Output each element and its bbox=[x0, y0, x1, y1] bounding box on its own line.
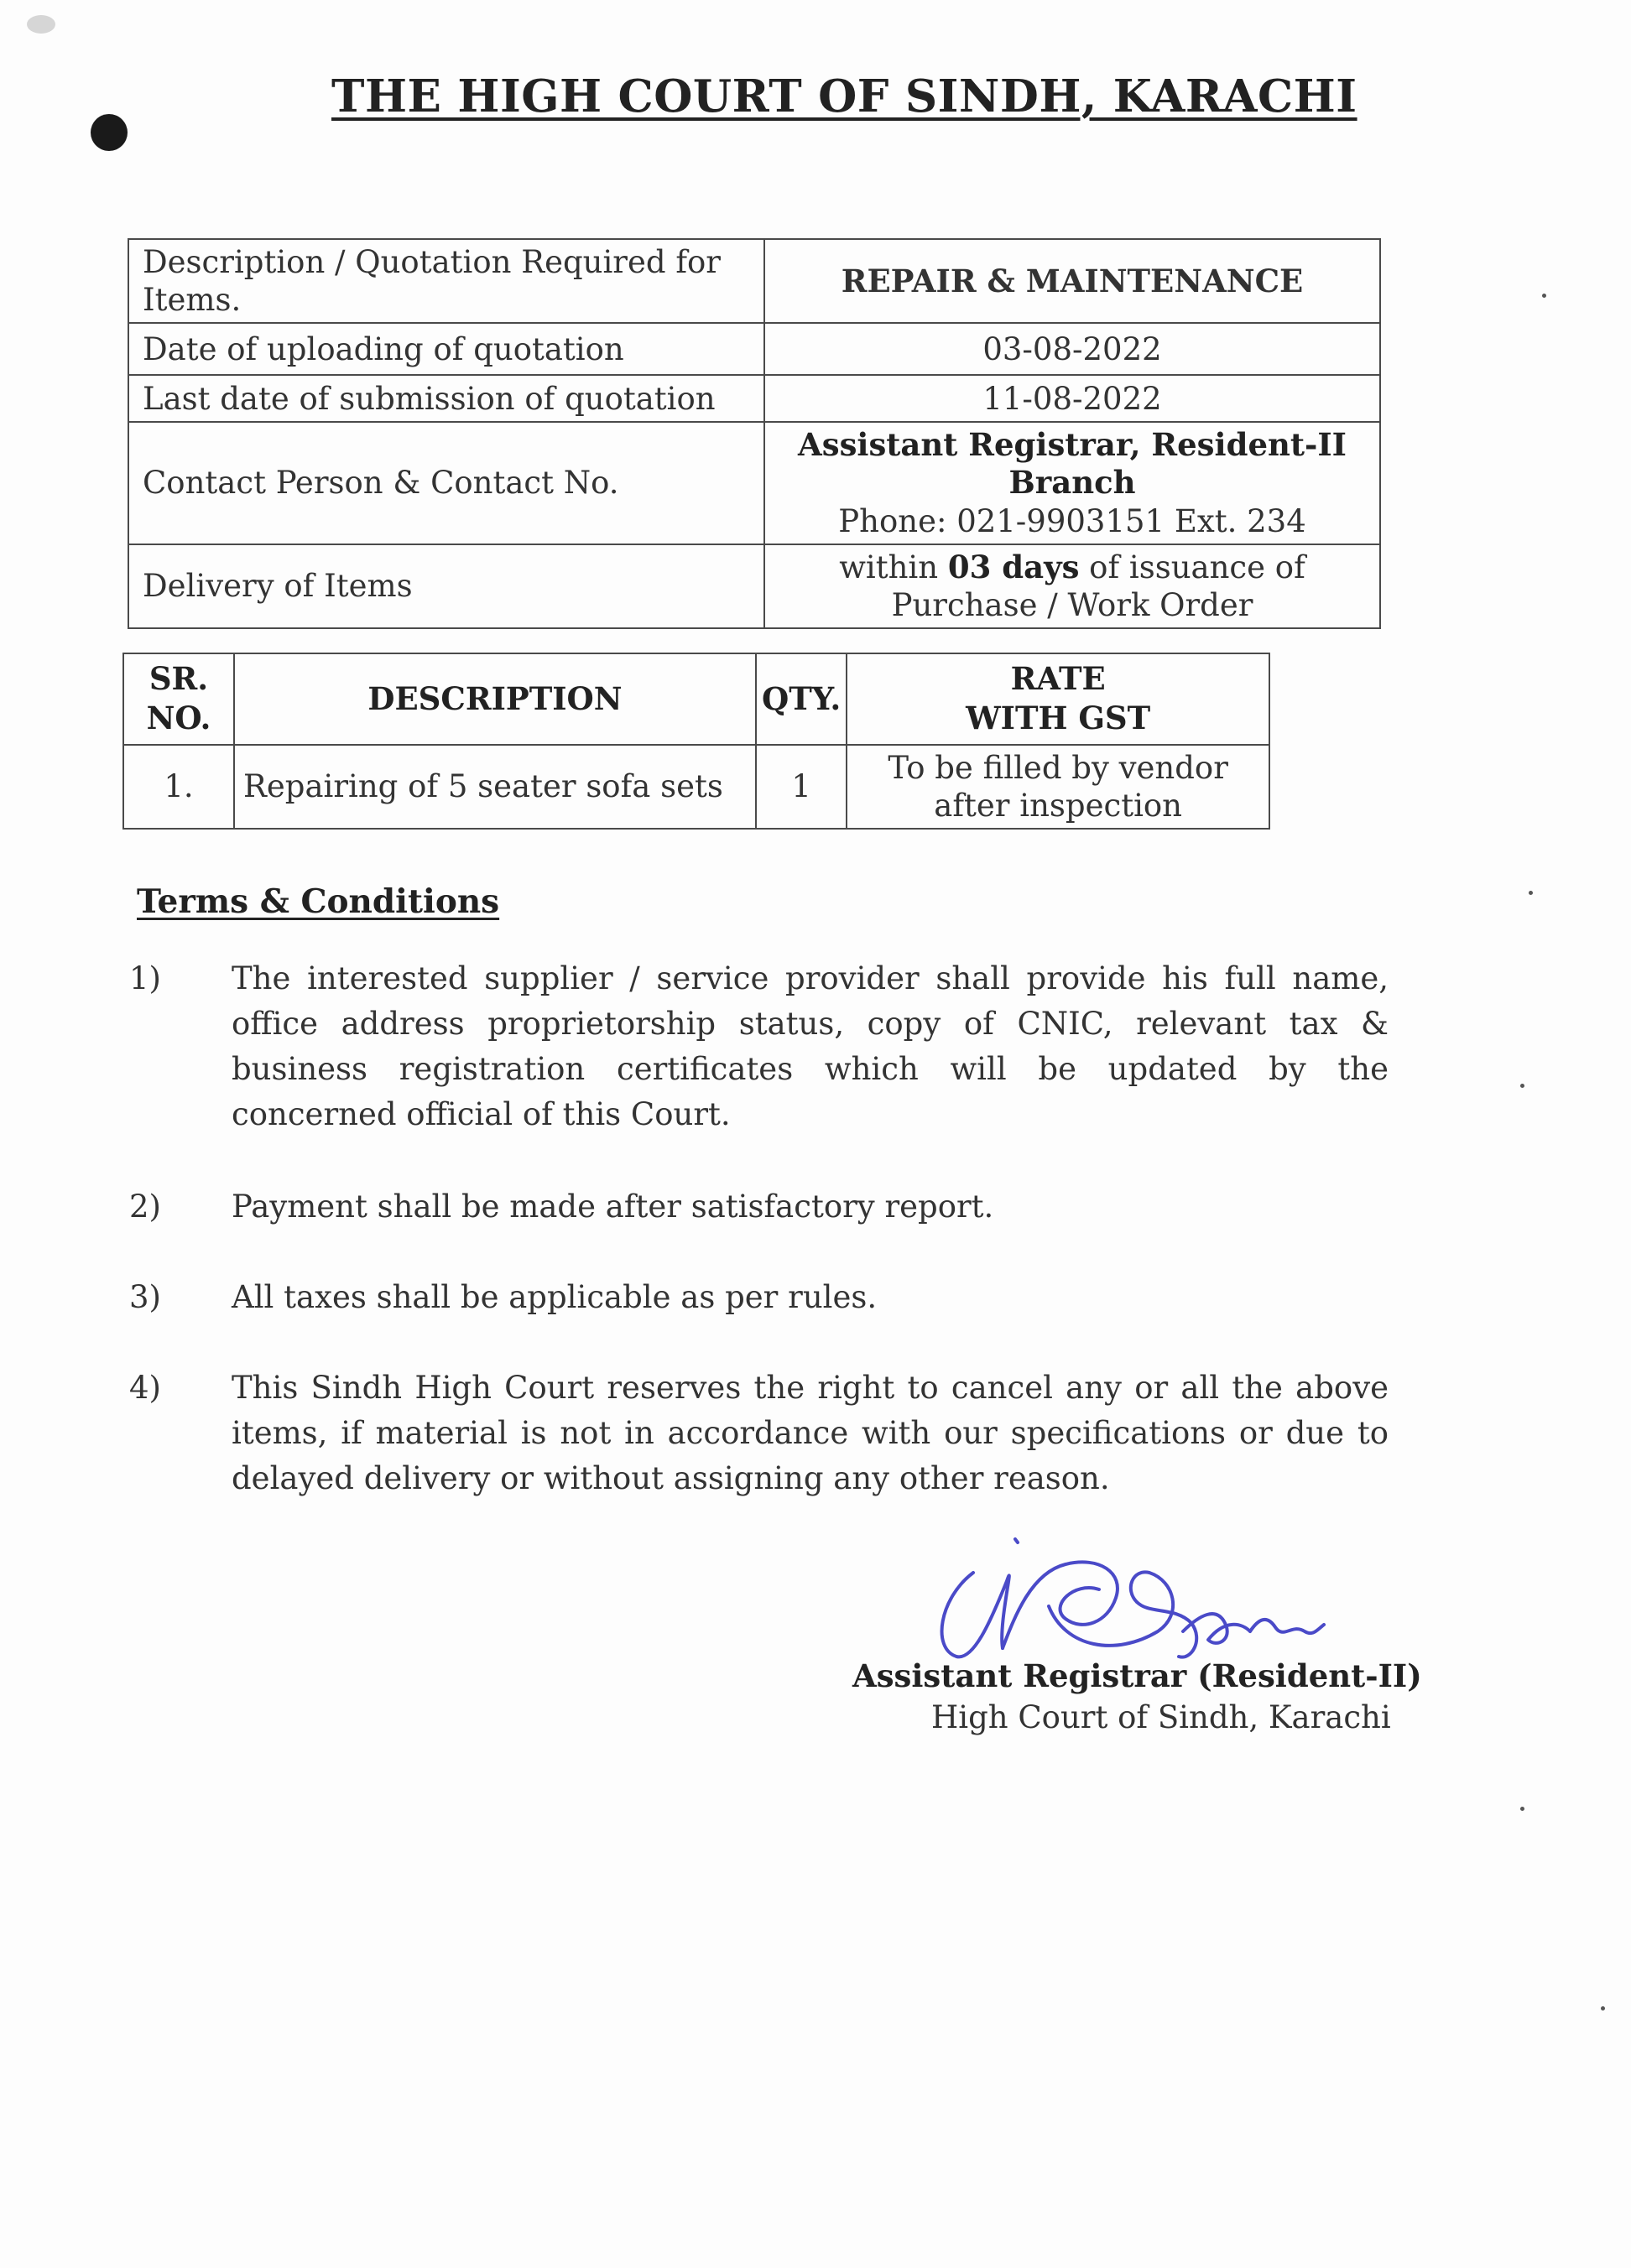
header-sr-no: SR. NO. bbox=[123, 653, 234, 745]
scan-speck bbox=[1542, 294, 1546, 298]
term-item bbox=[126, 1365, 1389, 1501]
contact-phone: Phone: 021-9903151 Ext. 234 bbox=[838, 502, 1306, 539]
document-title: THE HIGH COURT OF SINDH, KARACHI bbox=[331, 70, 1357, 122]
delivery-prefix: within bbox=[839, 549, 948, 585]
item-qty: 1 bbox=[756, 745, 847, 829]
term-item bbox=[126, 956, 1389, 1137]
table-row bbox=[123, 745, 1269, 829]
table-row bbox=[128, 544, 1380, 628]
scan-speck bbox=[1520, 1807, 1524, 1811]
quotation-info-table bbox=[128, 238, 1381, 629]
terms-heading: Terms & Conditions bbox=[137, 882, 500, 921]
term-text: This Sindh High Court reserves the right to cancel any or all the above items, if material is not in accordance with our specifications or due to delayed delivery or without assigning any other reason. bbox=[232, 1370, 1389, 1496]
item-rate: To be filled by vendor after inspection bbox=[847, 745, 1269, 829]
scan-speck bbox=[1520, 1084, 1524, 1088]
info-value: 03-08-2022 bbox=[764, 323, 1380, 375]
table-row bbox=[128, 422, 1380, 544]
info-label: Description / Quotation Required for Items. bbox=[128, 239, 764, 323]
info-label: Date of uploading of quotation bbox=[128, 323, 764, 375]
item-sr: 1. bbox=[123, 745, 234, 829]
delivery-days: 03 days bbox=[947, 548, 1080, 585]
items-table bbox=[122, 653, 1270, 830]
info-label: Contact Person & Contact No. bbox=[128, 422, 764, 544]
header-rate-line: RATE bbox=[1010, 660, 1106, 697]
info-value: REPAIR & MAINTENANCE bbox=[764, 239, 1380, 323]
table-row bbox=[128, 375, 1380, 422]
scan-speck bbox=[1529, 891, 1533, 895]
item-description: Repairing of 5 seater sofa sets bbox=[234, 745, 756, 829]
term-text: All taxes shall be applicable as per rules. bbox=[232, 1279, 878, 1315]
term-number: 1) bbox=[129, 960, 161, 996]
table-row bbox=[128, 323, 1380, 375]
info-value bbox=[764, 544, 1380, 628]
header-rate-line: WITH GST bbox=[966, 700, 1151, 737]
delivery-suffix: of issuance of Purchase / Work Order bbox=[891, 549, 1305, 623]
term-text: Payment shall be made after satisfactory report. bbox=[232, 1189, 994, 1225]
info-label: Delivery of Items bbox=[128, 544, 764, 628]
term-item bbox=[126, 1275, 1389, 1320]
table-header-row bbox=[123, 653, 1269, 745]
contact-person: Assistant Registrar, Resident-II Branch bbox=[798, 426, 1347, 502]
header-description: DESCRIPTION bbox=[234, 653, 756, 745]
term-number: 2) bbox=[129, 1189, 161, 1225]
term-item bbox=[126, 1184, 1389, 1230]
info-value bbox=[764, 422, 1380, 544]
table-row bbox=[128, 239, 1380, 323]
info-value: 11-08-2022 bbox=[764, 375, 1380, 422]
signatory-designation: Assistant Registrar (Resident-II) bbox=[852, 1657, 1422, 1694]
header-rate bbox=[847, 653, 1269, 745]
punch-hole-mark bbox=[91, 114, 128, 151]
term-number: 4) bbox=[129, 1370, 161, 1406]
term-text: The interested supplier / service provider shall provide his full name, office address proprietorship status, copy of CNIC, relevant tax & business registration certificates which will be updated by the concerned official of this Court. bbox=[232, 960, 1389, 1132]
scan-speck bbox=[27, 15, 55, 34]
info-label: Last date of submission of quotation bbox=[128, 375, 764, 422]
scan-speck bbox=[1601, 2006, 1605, 2011]
header-qty: QTY. bbox=[756, 653, 847, 745]
term-number: 3) bbox=[129, 1279, 161, 1315]
signatory-office: High Court of Sindh, Karachi bbox=[931, 1699, 1391, 1735]
